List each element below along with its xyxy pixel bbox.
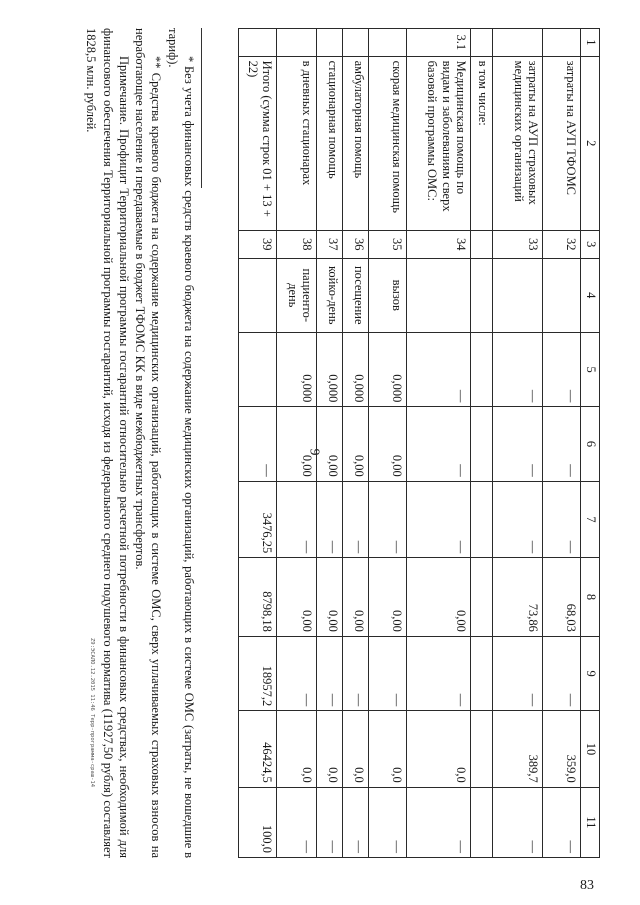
table-cell-col-8: 0,00: [369, 558, 407, 637]
table-row: [407, 29, 471, 858]
table-cell-col-8: 8798,18: [239, 558, 277, 637]
col-header: 9: [581, 636, 600, 710]
table-cell-col-4: вызов: [369, 258, 407, 332]
col-header: 7: [581, 481, 600, 558]
table-cell-col-10: 0,0: [369, 711, 407, 788]
table-cell-col-11: [471, 787, 493, 857]
table-cell-col-11: —: [493, 787, 543, 857]
table-cell-col-4: [543, 258, 581, 332]
table-cell-col-4: [239, 258, 277, 332]
table-cell-col-10: 0,0: [343, 711, 369, 788]
table-row: [471, 29, 493, 858]
table-cell-col-9: —: [369, 636, 407, 710]
table-cell-col-7: [471, 481, 493, 558]
col-header: 2: [581, 56, 600, 230]
table-cell-col-7: —: [493, 481, 543, 558]
table-cell-col-9: —: [493, 636, 543, 710]
table-cell-col-1: 3.1: [407, 29, 471, 57]
table-cell-col-4: пациенто-день: [277, 258, 317, 332]
table-cell-col-10: 0,0: [407, 711, 471, 788]
col-header: 1: [581, 29, 600, 57]
table-cell-col-7: —: [543, 481, 581, 558]
table-cell-col-10: 359,0: [543, 711, 581, 788]
table-cell-col-3: 32: [543, 230, 581, 258]
table-cell-col-11: —: [343, 787, 369, 857]
table-cell-col-11: 100,0: [239, 787, 277, 857]
col-header: 11: [581, 787, 600, 857]
table-cell-col-8: 0,00: [317, 558, 343, 637]
table-cell-col-9: —: [343, 636, 369, 710]
table-cell-col-9: —: [277, 636, 317, 710]
col-header: 6: [581, 407, 600, 481]
table-cell-col-6: 0,00: [343, 407, 369, 481]
table-cell-col-2: затраты на АУП ТФОМС: [543, 56, 581, 230]
table-cell-col-9: 18957,2: [239, 636, 277, 710]
table-cell-col-2: Медицинская помощь по видам и заболеваниям сверх базовой программы ОМС:: [407, 56, 471, 230]
col-header: 8: [581, 558, 600, 637]
table-cell-col-9: —: [407, 636, 471, 710]
table-cell-col-11: —: [317, 787, 343, 857]
table-cell-col-5: 0,000: [317, 332, 343, 406]
table-row: [343, 29, 369, 858]
table-cell-col-4: посещение: [343, 258, 369, 332]
table-cell-col-1: [239, 29, 277, 57]
table-cell-col-6: 0,00: [277, 407, 317, 481]
table-cell-col-5: [239, 332, 277, 406]
table-cell-col-4: [493, 258, 543, 332]
table-cell-col-2: затраты на АУП страховых медицинских организаций: [493, 56, 543, 230]
col-header: 3: [581, 230, 600, 258]
table-cell-col-1: [317, 29, 343, 57]
table-cell-col-4: [471, 258, 493, 332]
table-cell-col-7: 3476,25: [239, 481, 277, 558]
table-cell-col-3: 38: [277, 230, 317, 258]
table-cell-col-10: 0,0: [317, 711, 343, 788]
table-cell-col-10: [471, 711, 493, 788]
table-cell-col-2: стационарная помощь: [317, 56, 343, 230]
table-cell-col-5: —: [543, 332, 581, 406]
table-row: [543, 29, 581, 858]
table-cell-col-7: —: [343, 481, 369, 558]
table-cell-col-1: [543, 29, 581, 57]
rotated-page-content: [80, 28, 600, 866]
table-row: [277, 29, 317, 858]
table-header-row: [581, 29, 600, 858]
table-cell-col-5: 0,000: [343, 332, 369, 406]
page-number-bottom: 83: [580, 878, 594, 893]
table-row: [239, 29, 277, 858]
table-row: [369, 29, 407, 858]
document-id: Z9:ЭСАЛО.12.2015 11:46 Терр-программа-сраш-14: [89, 638, 95, 788]
table-cell-col-1: [493, 29, 543, 57]
table-cell-col-11: —: [369, 787, 407, 857]
footnote-2: ** Средства краевого бюджета на содержание медицинских организаций, работающих в системе ОМС, сверх уплачиваемых страховых взносов на неработающее население и передаваемые в бюджет ТФОМС КК в виде межбюджетных трансфертов.: [133, 28, 164, 858]
table-cell-col-6: 0,00: [317, 407, 343, 481]
table-cell-col-8: 0,00: [277, 558, 317, 637]
financing-table: [238, 28, 600, 858]
col-header: 4: [581, 258, 600, 332]
table-cell-col-6: —: [407, 407, 471, 481]
table-cell-col-3: 37: [317, 230, 343, 258]
table-cell-col-3: 39: [239, 230, 277, 258]
footnotes: [83, 28, 197, 858]
table-cell-col-10: 0,0: [277, 711, 317, 788]
table-cell-col-1: [369, 29, 407, 57]
table-cell-col-3: 34: [407, 230, 471, 258]
table-cell-col-5: [471, 332, 493, 406]
table-cell-col-7: —: [369, 481, 407, 558]
table-cell-col-8: 0,00: [343, 558, 369, 637]
table-cell-col-10: 46424,5: [239, 711, 277, 788]
table-cell-col-1: [471, 29, 493, 57]
table-row: [317, 29, 343, 858]
table-cell-col-11: —: [277, 787, 317, 857]
table-cell-col-7: —: [277, 481, 317, 558]
table-cell-col-2: в дневных стационарах: [277, 56, 317, 230]
table-cell-col-9: —: [317, 636, 343, 710]
table-cell-col-1: [343, 29, 369, 57]
footnote-1: * Без учета финансовых средств краевого бюджета на содержание медицинских организаций, работающих в системе ОМС (затраты, не вошедшие в тариф).: [165, 28, 196, 858]
table-cell-col-11: —: [543, 787, 581, 857]
table-cell-col-1: [277, 29, 317, 57]
table-cell-col-8: 0,00: [407, 558, 471, 637]
table-cell-col-3: 35: [369, 230, 407, 258]
note-remark: Примечание. Профицит Территориальной программы госгарантий относительно расчетной потребности в финансовых средствах, необходимой для финансового обеспечения Территориальной программы госгарантий, исходя из федерального среднего подушевого норматива (11927,50 рубля) составляет 1828,5 млн. рублей.: [84, 28, 131, 858]
table-cell-col-5: 0,000: [277, 332, 317, 406]
table-cell-col-6: 0,00: [369, 407, 407, 481]
col-header: 10: [581, 711, 600, 788]
table-cell-col-9: —: [543, 636, 581, 710]
table-cell-col-3: [471, 230, 493, 258]
table-cell-col-6: —: [239, 407, 277, 481]
table-cell-col-10: 389,7: [493, 711, 543, 788]
footnote-rule: [201, 28, 202, 188]
table-row: [493, 29, 543, 858]
table-cell-col-8: 68,03: [543, 558, 581, 637]
table-cell-col-2: амбулаторная помощь: [343, 56, 369, 230]
table-cell-col-4: койко-день: [317, 258, 343, 332]
table-cell-col-6: —: [493, 407, 543, 481]
page-number-top: 9: [306, 448, 322, 456]
table-cell-col-11: —: [407, 787, 471, 857]
table-cell-col-8: 73,86: [493, 558, 543, 637]
table-cell-col-5: 0,000: [369, 332, 407, 406]
table-cell-col-6: —: [543, 407, 581, 481]
table-cell-col-8: [471, 558, 493, 637]
table-cell-col-6: [471, 407, 493, 481]
table-cell-col-2: Итого (сумма строк 01 + 13 + 22): [239, 56, 277, 230]
table-cell-col-7: —: [407, 481, 471, 558]
table-cell-col-3: 36: [343, 230, 369, 258]
table-cell-col-5: —: [493, 332, 543, 406]
col-header: 5: [581, 332, 600, 406]
table-cell-col-4: [407, 258, 471, 332]
table-cell-col-7: —: [317, 481, 343, 558]
table-cell-col-5: —: [407, 332, 471, 406]
table-cell-col-2: в том числе:: [471, 56, 493, 230]
table-cell-col-2: скорая медицинская помощь: [369, 56, 407, 230]
table-cell-col-3: 33: [493, 230, 543, 258]
table-cell-col-9: [471, 636, 493, 710]
